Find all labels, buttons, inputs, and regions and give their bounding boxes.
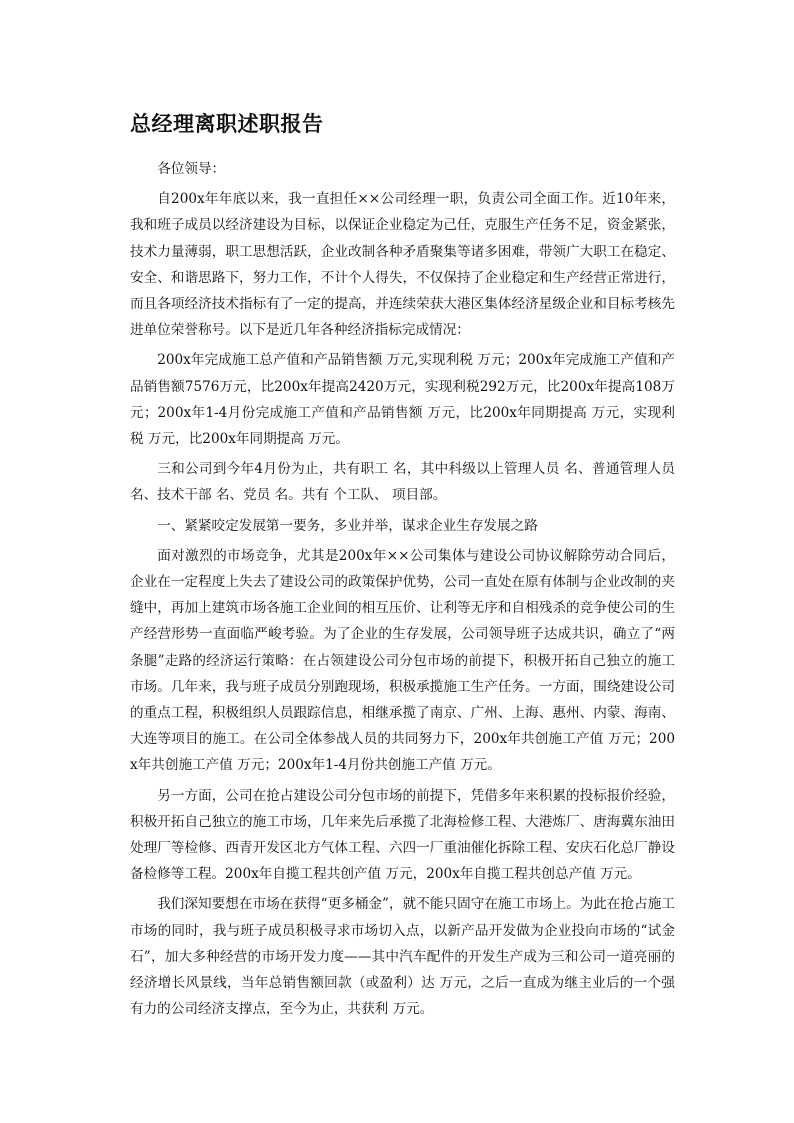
body-paragraph: 另一方面，公司在抢占建设公司分包市场的前提下，凭借多年来积累的投标报价经验，积极开拓自己独立的施工市场，几年来先后承揽了北海检修工程、大港炼厂、唐海冀东油田处理厂等检修、西青开发区北方气体工程、六四一厂重油催化拆除工程、安庆石化总厂静设备检修等工程。200x年自揽工程共创产值 万元，200x年自揽工程共创总产值 万元。 [130,787,675,883]
body-paragraph: 200x年完成施工总产值和产品销售额 万元,实现利税 万元；200x年完成施工产值和产品销售额7576万元，比200x年提高2420万元，实现利税292万元，比200x年提高108万元；200x年1-4月份完成施工产值和产品销售额 万元，比200x年同期提高 万元，实现利税 万元，比200x年同期提高 万元。 [130,352,675,448]
salutation: 各位领导： [157,161,226,177]
section-heading: 一、紧紧咬定发展第一要务，多业并举，谋求企业生存发展之路 [157,517,538,534]
document-title: 总经理离职述职报告 [130,111,324,136]
body-paragraph: 我们深知要想在市场在获得“更多桶金”，就不能只固守在施工市场上。为此在抢占施工市场的同时，我与班子成员积极寻求市场切入点，以新产品开发做为企业投向市场的“试金石”，加大多种经营的市场开发力度——其中汽车配件的开发生产成为三和公司一道亮丽的经济增长风景线，当年总销售额回款（或盈利）达 万元，之后一直成为继主业后的一个强有力的公司经济支撑点，至今为止，共获利 万元。 [130,896,675,1018]
body-paragraph: 自200x年年底以来，我一直担任××公司经理一职，负责公司全面工作。近10年来，我和班子成员以经济建设为目标，以保证企业稳定为己任，克服生产任务不足，资金紧张，技术力量薄弱，职工思想活跃，企业改制各种矛盾聚集等诸多困难，带领广大职工在稳定、安全、和谐思路下，努力工作，不计个人得失，不仅保持了企业稳定和生产经营正常进行，而且各项经济技术指标有了一定的提高，并连续荣获大港区集体经济星级企业和目标考核先进单位荣誉称号。以下是近几年各种经济指标完成情况： [130,191,675,339]
document-page [130,108,675,1027]
body-paragraph: 三和公司到今年4月份为止，共有职工 名，其中科级以上管理人员 名、普通管理人员 名、技术干部 名、党员 名。共有 个工队、 项目部。 [130,461,675,504]
body-paragraph: 面对激烈的市场竞争，尤其是200x年××公司集体与建设公司协议解除劳动合同后，企业在一定程度上失去了建设公司的政策保护优势，公司一直处在原有体制与企业改制的夹缝中，再加上建筑市场各施工企业间的相互压价、让利等无序和自相残杀的竞争使公司的生产经营形势一直面临严峻考验。为了企业的生存发展，公司领导班子达成共识，确立了“两条腿”走路的经济运行策略：在占领建设公司分包市场的前提下，积极开拓自己独立的施工市场。几年来，我与班子成员分别跑现场，积极承揽施工生产任务。一方面，围绕建设公司的重点工程，积极组织人员跟踪信息，相继承揽了南京、广州、上海、惠州、内蒙、海南、大连等项目的施工。在公司全体参战人员的共同努力下，200x年共创施工产值 万元；200x年共创施工产值 万元；200x年1-4月份共创施工产值 万元。 [130,547,675,774]
